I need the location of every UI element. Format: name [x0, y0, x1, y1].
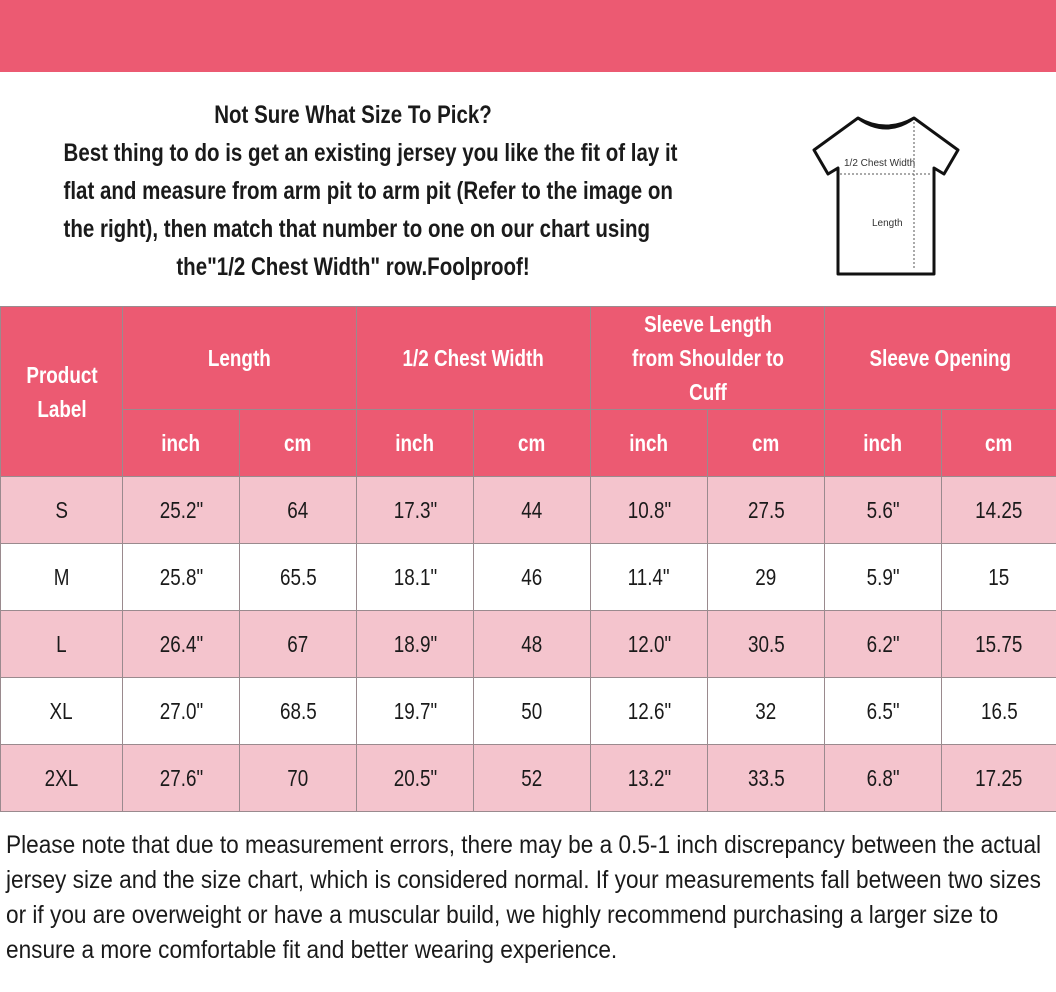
chest-width-label: 1/2 Chest Width: [844, 158, 916, 169]
length-header: Length: [123, 307, 357, 410]
table-cell: 11.4": [591, 544, 708, 611]
note-line: ensure a more comfortable fit and better wearing experience.: [6, 936, 618, 964]
unit-header: cm: [942, 410, 1056, 477]
intro-heading: Not Sure What Size To Pick?: [214, 101, 492, 129]
intro-line: Best thing to do is get an existing jersey you like the fit of lay it: [63, 139, 678, 167]
intro-line: the"1/2 Chest Width" row.Foolproof!: [176, 253, 530, 281]
chest-width-header: 1/2 Chest Width: [357, 307, 591, 410]
table-cell: 18.9": [357, 611, 474, 678]
table-cell: 18.1": [357, 544, 474, 611]
size-chart-table: [0, 306, 1056, 812]
table-cell: 32: [708, 678, 825, 745]
table-cell: 12.0": [591, 611, 708, 678]
intro-line: the right), then match that number to one on our chart using: [63, 215, 651, 243]
unit-header: inch: [825, 410, 942, 477]
product-label-header: Product Label: [1, 307, 123, 477]
table-cell: 33.5: [708, 745, 825, 812]
measurement-note: [6, 828, 1047, 968]
note-line: jersey size and the size chart, which is considered normal. If your measurements fall between two sizes: [6, 866, 1041, 894]
size-cell: XL: [1, 678, 123, 745]
table-cell: 13.2": [591, 745, 708, 812]
table-cell: 64: [240, 477, 357, 544]
table-cell: 15.75: [942, 611, 1056, 678]
table-row: [1, 745, 1056, 812]
unit-header: inch: [357, 410, 474, 477]
size-cell: L: [1, 611, 123, 678]
tshirt-measurement-diagram: [806, 110, 966, 282]
note-line: or if you are overweight or have a muscular build, we highly recommend purchasing a larger size to: [6, 901, 999, 929]
size-cell: S: [1, 477, 123, 544]
table-cell: 29: [708, 544, 825, 611]
table-cell: 26.4": [123, 611, 240, 678]
unit-header: inch: [591, 410, 708, 477]
table-cell: 44: [474, 477, 591, 544]
unit-header: cm: [474, 410, 591, 477]
table-cell: 6.8": [825, 745, 942, 812]
table-cell: 20.5": [357, 745, 474, 812]
sleeve-opening-header: Sleeve Opening: [825, 307, 1056, 410]
intro-line: flat and measure from arm pit to arm pit (Refer to the image on: [63, 177, 673, 205]
table-cell: 46: [474, 544, 591, 611]
note-line: Please note that due to measurement errors, there may be a 0.5-1 inch discrepancy between the actual: [6, 831, 1042, 859]
table-row: [1, 678, 1056, 745]
size-cell: 2XL: [1, 745, 123, 812]
table-cell: 6.2": [825, 611, 942, 678]
unit-header: cm: [240, 410, 357, 477]
size-guide-intro: [63, 96, 678, 286]
table-cell: 30.5: [708, 611, 825, 678]
table-cell: 65.5: [240, 544, 357, 611]
tshirt-icon: [806, 110, 966, 282]
table-cell: 17.25: [942, 745, 1056, 812]
table-cell: 15: [942, 544, 1056, 611]
table-cell: 17.3": [357, 477, 474, 544]
table-cell: 27.0": [123, 678, 240, 745]
table-cell: 19.7": [357, 678, 474, 745]
table-cell: 70: [240, 745, 357, 812]
table-row: [1, 477, 1056, 544]
table-cell: 14.25: [942, 477, 1056, 544]
table-cell: 10.8": [591, 477, 708, 544]
unit-header: cm: [708, 410, 825, 477]
size-cell: M: [1, 544, 123, 611]
table-row: [1, 544, 1056, 611]
table-cell: 50: [474, 678, 591, 745]
table-cell: 5.6": [825, 477, 942, 544]
table-cell: 12.6": [591, 678, 708, 745]
table-cell: 16.5: [942, 678, 1056, 745]
top-banner: [0, 0, 1056, 72]
table-cell: 67: [240, 611, 357, 678]
sleeve-length-header: Sleeve Length from Shoulder to Cuff: [591, 307, 825, 410]
table-row: [1, 611, 1056, 678]
table-cell: 6.5": [825, 678, 942, 745]
table-cell: 25.2": [123, 477, 240, 544]
table-cell: 27.6": [123, 745, 240, 812]
table-cell: 5.9": [825, 544, 942, 611]
table-cell: 52: [474, 745, 591, 812]
length-label: Length: [872, 218, 903, 229]
unit-header: inch: [123, 410, 240, 477]
table-cell: 68.5: [240, 678, 357, 745]
table-cell: 48: [474, 611, 591, 678]
table-cell: 27.5: [708, 477, 825, 544]
table-cell: 25.8": [123, 544, 240, 611]
